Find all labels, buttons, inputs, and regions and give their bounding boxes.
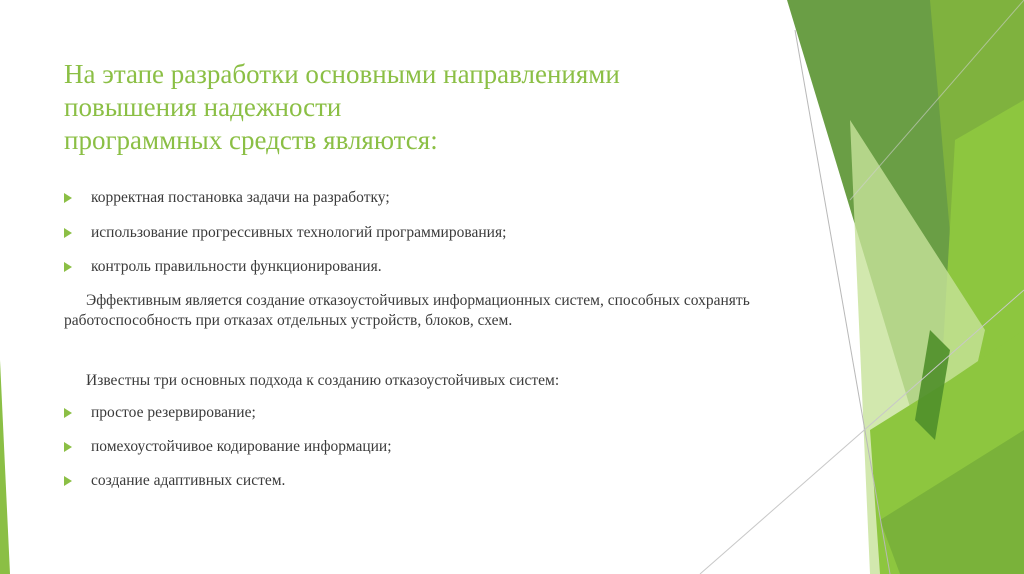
slide-title xyxy=(64,58,784,157)
bullet-text: корректная постановка задачи на разработку; xyxy=(91,189,390,206)
bullet-text: контроль правильности функционирования. xyxy=(91,258,382,275)
title-line: программных средств являются: xyxy=(64,125,438,155)
triangle-bullet-icon xyxy=(64,476,72,486)
triangle-bullet-icon xyxy=(64,442,72,452)
paragraph-text: Известны три основных подхода к созданию отказоустойчивых систем: xyxy=(86,372,560,389)
triangle-bullet-icon xyxy=(64,228,72,238)
bullet-text: простое резервирование; xyxy=(91,404,256,421)
bullet-text: использование прогрессивных технологий программирования; xyxy=(91,224,507,241)
paragraph-text: Эффективным является создание отказоустойчивых информационных систем, способных сохранять работоспособность при отказах отдельных устройств, блоков, схем. xyxy=(64,292,750,329)
left-edge-shape xyxy=(0,360,10,574)
paragraph xyxy=(64,371,764,391)
title-line: На этапе разработки основными направлениями xyxy=(64,59,620,89)
title-line: повышения надежности xyxy=(64,92,342,122)
triangle-bullet-icon xyxy=(64,408,72,418)
triangle-bullet-icon xyxy=(64,193,72,203)
bullet-text: помехоустойчивое кодирование информации; xyxy=(91,438,392,455)
paragraph xyxy=(64,291,764,331)
bullet-text: создание адаптивных систем. xyxy=(91,472,286,489)
triangle-bullet-icon xyxy=(64,262,72,272)
